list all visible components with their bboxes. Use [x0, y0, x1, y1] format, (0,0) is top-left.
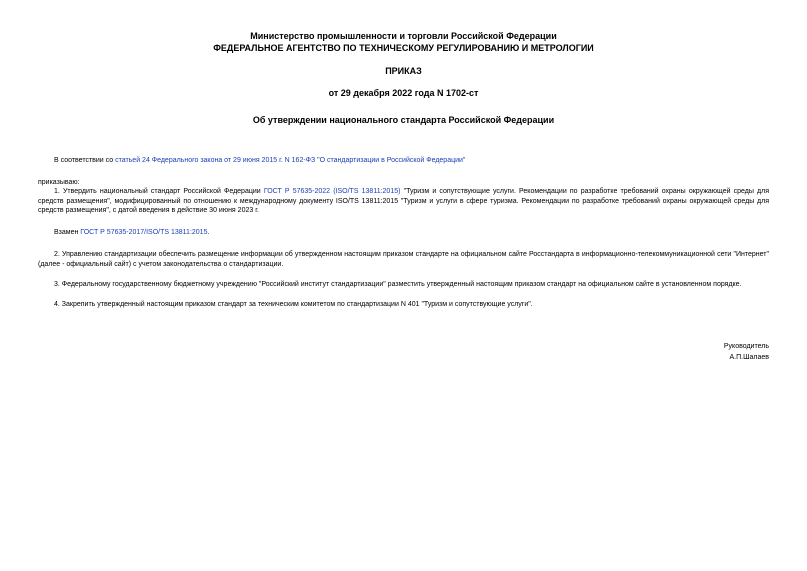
- signature-block: [724, 341, 769, 363]
- item-2: 2. Управлению стандартизации обеспечить размещение информации об утвержденном настоящим приказом стандарте на официальном сайте Росстандарта в информационно-телекоммуникационной сети "Интернет" (далее - официальный сайт) с учетом законодательства о стандартизации.: [38, 251, 769, 268]
- date-number-heading: от 29 декабря 2022 года N 1702-ст: [328, 88, 479, 98]
- ministry-heading: Министерство промышленности и торговли Российской Федерации: [250, 31, 557, 41]
- item-4: 4. Закрепить утвержденный настоящим приказом стандарт за техническим комитетом по стандартизации N 401 "Туризм и сопутствующие услуги".: [54, 301, 533, 308]
- item-1-prefix: 1. Утвердить национальный стандарт Российской Федерации: [54, 188, 264, 195]
- doc-type-heading: ПРИКАЗ: [385, 66, 422, 76]
- signatory-name: А.П.Шалаев: [729, 354, 769, 361]
- replacement-note: [54, 228, 209, 237]
- item-1-text: "Туризм и сопутствующие услуги. Рекомендации по разработке требований охраны окружающей среды для средств размещения", модифицированный по отношению к международному документу ISO/TS 13811:2015 "Туризм и услуги в сфере туризма. Рекомендации по разработке требований охраны окружающей среды для средств размещения", с датой введения в действие 30 июня 2023 г.: [38, 188, 769, 214]
- item-3: 3. Федеральному государственному бюджетному учреждению "Российский институт стандартизации" разместить утвержденный настоящим приказом стандарт на официальном сайте в установленном порядке.: [54, 281, 742, 288]
- replacement-suffix: .: [207, 229, 210, 236]
- item-1: [38, 187, 769, 216]
- preamble-prefix: В соответствии со: [54, 157, 116, 164]
- document-title: Об утверждении национального стандарта Российской Федерации: [252, 115, 555, 125]
- agency-heading: ФЕДЕРАЛЬНОЕ АГЕНТСТВО ПО ТЕХНИЧЕСКОМУ РЕГУЛИРОВАНИЮ И МЕТРОЛОГИИ: [213, 43, 594, 53]
- order-word: приказываю:: [38, 179, 80, 186]
- replacement-prefix: Взамен: [54, 229, 81, 236]
- new-standard-link[interactable]: ГОСТ Р 57635-2022 (ISO/TS 13811:2015): [263, 188, 401, 195]
- old-standard-link[interactable]: ГОСТ Р 57635-2017/ISO/TS 13811:2015: [80, 229, 208, 236]
- law-link[interactable]: статьей 24 Федерального закона от 29 июня 2015 г. N 162-ФЗ "О стандартизации в Российской Федерации": [115, 157, 466, 164]
- preamble: [54, 156, 465, 165]
- signatory-position: Руководитель: [723, 343, 769, 350]
